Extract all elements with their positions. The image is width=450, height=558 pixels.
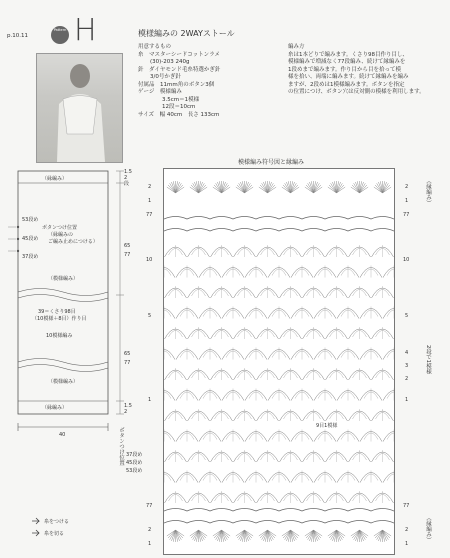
- edge-label2: （縁編み）: [42, 405, 68, 411]
- m-65b: 65: [124, 351, 131, 357]
- start-label: 39＝くさり98目: [38, 309, 76, 315]
- legend-cut: 糸を切る: [44, 531, 65, 537]
- instructions-heading: 編み方: [288, 44, 305, 50]
- instructions-block: [288, 44, 425, 97]
- left-tick: 10: [146, 257, 153, 263]
- accessory-text: 11mm角のボタン3個: [160, 81, 215, 88]
- right-tick: 10: [403, 257, 410, 263]
- rows-45: 45段め: [22, 236, 39, 242]
- right-tick: 77: [403, 503, 410, 509]
- page-ref: p.10.11: [7, 33, 28, 39]
- yarn-text: マスターシードコットンラメ: [149, 51, 220, 58]
- size-text: 幅 40cm 長さ 133cm: [159, 111, 220, 118]
- start-sub: （10模様＋8目）作り目: [32, 316, 87, 322]
- pattern-letter: H: [74, 13, 97, 48]
- left-tick: 1: [148, 541, 152, 547]
- stole-schematic: [0, 165, 145, 550]
- accessory-label: 付属品: [138, 81, 155, 88]
- gauge-line2: 3.5cm＝1模様: [162, 96, 200, 103]
- materials-heading: 用意するもの: [138, 44, 172, 50]
- m-2b: 2: [124, 409, 128, 415]
- right-tick: 77: [403, 212, 410, 218]
- right-tick: 5: [405, 313, 409, 319]
- instruction-line: 1段めまで編みます。作り目から目を拾って模: [288, 66, 402, 73]
- instruction-line: 模様編みで増減なく77段編み、続けて縁編みを: [288, 59, 406, 65]
- right-tick: 1: [405, 397, 409, 403]
- right-tick: 3: [405, 363, 409, 369]
- rows-37: 37段め: [22, 254, 39, 260]
- chart-edge-bottom: （縁編み）: [425, 515, 431, 543]
- gauge-text: 模様編み: [159, 89, 182, 95]
- pattern-badge: [51, 26, 69, 44]
- materials-block: [138, 44, 220, 119]
- side-r45: 45段め: [126, 460, 143, 466]
- left-tick: 1: [148, 397, 152, 403]
- right-tick: 4: [405, 350, 409, 356]
- badge-label: Pattern: [53, 28, 67, 32]
- instruction-line: 様を拾い、両端に編みます。続けて縁編みを編み: [288, 74, 409, 80]
- button-sub1: （縁編みの: [48, 232, 74, 238]
- chart-nine: 9目1模様: [316, 423, 338, 429]
- side-r37: 37段め: [126, 452, 143, 458]
- left-tick: 77: [146, 503, 153, 509]
- yarn-amount: (30)-203 240g: [150, 59, 190, 65]
- button-sub2: ご編み止めにつける）: [48, 239, 98, 245]
- legend-attach: 糸をつける: [44, 519, 70, 525]
- left-tick: 1: [148, 198, 152, 204]
- chart-title: 模様編み符号図と縁編み: [238, 159, 305, 166]
- instruction-line: の位置につけ、ボタン穴は反対側の模様を利用します。: [288, 89, 425, 95]
- button-position-label: ボタンつけ位置: [42, 225, 78, 231]
- left-tick: 77: [146, 212, 153, 218]
- instruction-line: ますが、2段めは1模様編みます。ボタンを指定: [288, 81, 405, 88]
- m-1-5: 1.5: [124, 169, 132, 175]
- edge-label: （縁編み）: [42, 176, 68, 182]
- chart-edge-top: （縁編み）: [425, 178, 431, 206]
- crochet-chart: [163, 168, 395, 555]
- right-tick: 2: [405, 527, 409, 533]
- size-label: サイズ: [138, 111, 155, 118]
- m-1-5b: 1.5: [124, 403, 132, 409]
- m-dan: 段: [124, 181, 130, 187]
- m-2: 2: [124, 175, 128, 181]
- needle-text: ダイヤモンド毛糸特選かぎ針: [149, 66, 221, 73]
- left-tick: 2: [148, 527, 152, 533]
- page-title: 模様編みの 2WAYストール: [138, 29, 235, 38]
- model-photo: [36, 53, 123, 163]
- right-tick: 1: [405, 541, 409, 547]
- m-65a: 65: [124, 243, 131, 249]
- width-40: 40: [59, 432, 66, 438]
- crochet-chart-svg: [164, 169, 394, 554]
- left-tick: 2: [148, 184, 152, 190]
- side-r53: 53段め: [126, 468, 143, 474]
- right-tick: 2: [405, 376, 409, 382]
- left-tick: 5: [148, 313, 152, 319]
- right-tick: 2: [405, 184, 409, 190]
- chart-rep: 2段で1模様: [425, 345, 431, 374]
- pattern-label: （模様編み）: [48, 276, 79, 282]
- yarn-label: 糸: [138, 51, 144, 58]
- gauge-label: ゲージ: [138, 89, 155, 95]
- needle-size: 3/0号かぎ針: [150, 74, 181, 80]
- pattern-label2: （模様編み）: [48, 379, 79, 385]
- m-77a: 77: [124, 252, 131, 258]
- needle-label: 針: [138, 66, 144, 73]
- instruction-line: 糸は1本どりで編みます。くさり98目作り目し、: [288, 51, 409, 58]
- model-silhouette: [37, 54, 122, 162]
- legend-symbols: [30, 517, 42, 541]
- m-77b: 77: [124, 360, 131, 366]
- side-button-label: ボタンつけ位置: [118, 427, 124, 466]
- ten-pattern: 10模様編み: [46, 333, 73, 339]
- gauge-line3: 12段＝10cm: [162, 104, 196, 110]
- rows-53: 53段め: [22, 217, 39, 223]
- right-tick: 1: [405, 198, 409, 204]
